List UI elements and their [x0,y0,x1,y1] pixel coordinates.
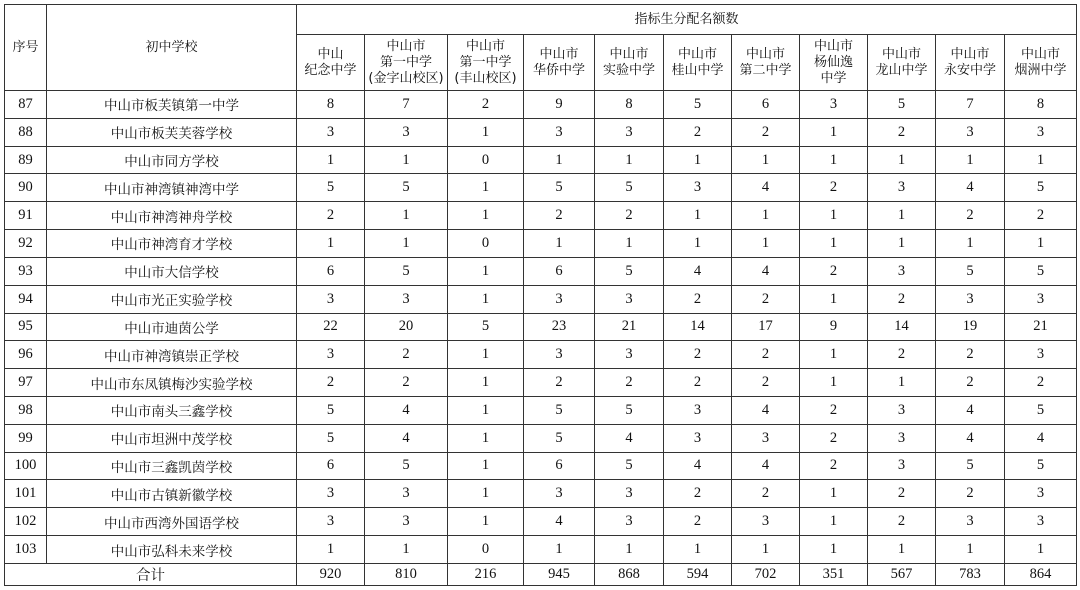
school-cell: 中山市南头三鑫学校 [47,396,297,424]
total-cell: 702 [732,564,800,586]
school-cell: 中山市弘科未来学校 [47,536,297,564]
quota-cell: 14 [868,313,936,341]
table-row [5,480,1077,508]
quota-cell: 1 [800,285,868,313]
column-header: 中山市 实验中学 [595,35,664,91]
total-cell: 945 [524,564,595,586]
quota-cell: 3 [732,508,800,536]
quota-cell: 9 [524,91,595,119]
quota-cell: 2 [868,480,936,508]
quota-cell: 3 [868,257,936,285]
quota-cell: 1 [524,146,595,174]
quota-cell: 3 [595,118,664,146]
table-row [5,424,1077,452]
total-cell: 920 [297,564,365,586]
quota-cell: 3 [1005,118,1077,146]
quota-cell: 3 [868,424,936,452]
quota-cell: 5 [365,452,448,480]
quota-cell: 4 [365,424,448,452]
table-row [5,285,1077,313]
table-row [5,536,1077,564]
quota-cell: 1 [800,536,868,564]
quota-cell: 1 [595,230,664,258]
quota-cell: 1 [868,230,936,258]
seq-cell: 96 [5,341,47,369]
quota-cell: 3 [800,91,868,119]
seq-cell: 98 [5,396,47,424]
quota-cell: 2 [1005,202,1077,230]
quota-cell: 1 [936,536,1005,564]
quota-cell: 3 [732,424,800,452]
quota-cell: 5 [595,257,664,285]
table-row [5,508,1077,536]
quota-cell: 7 [936,91,1005,119]
quota-cell: 3 [524,118,595,146]
quota-cell: 5 [365,174,448,202]
school-cell: 中山市板芙芙蓉学校 [47,118,297,146]
table-row [5,452,1077,480]
table-row [5,257,1077,285]
quota-cell: 1 [800,341,868,369]
school-cell: 中山市三鑫凯茵学校 [47,452,297,480]
quota-cell: 21 [1005,313,1077,341]
quota-cell: 1 [448,341,524,369]
quota-cell: 1 [595,536,664,564]
quota-cell: 3 [1005,480,1077,508]
column-header: 中山市 龙山中学 [868,35,936,91]
quota-cell: 6 [524,257,595,285]
quota-cell: 1 [448,480,524,508]
seq-cell: 90 [5,174,47,202]
quota-cell: 4 [732,396,800,424]
quota-cell: 1 [732,536,800,564]
quota-cell: 3 [868,396,936,424]
quota-cell: 0 [448,146,524,174]
quota-cell: 2 [524,202,595,230]
school-cell: 中山市神湾育才学校 [47,230,297,258]
quota-cell: 8 [595,91,664,119]
seq-cell: 97 [5,369,47,397]
quota-cell: 4 [365,396,448,424]
quota-cell: 20 [365,313,448,341]
quota-cell: 2 [365,341,448,369]
quota-cell: 5 [365,257,448,285]
column-header: 中山市 第二中学 [732,35,800,91]
total-label: 合计 [5,564,297,586]
table-row [5,118,1077,146]
quota-cell: 1 [448,424,524,452]
quota-cell: 3 [297,480,365,508]
quota-cell: 5 [297,396,365,424]
quota-cell: 2 [800,452,868,480]
table-row [5,313,1077,341]
quota-cell: 3 [595,480,664,508]
quota-cell: 1 [448,285,524,313]
quota-cell: 1 [595,146,664,174]
table-row [5,91,1077,119]
school-cell: 中山市大信学校 [47,257,297,285]
quota-cell: 2 [800,257,868,285]
seq-cell: 93 [5,257,47,285]
quota-cell: 5 [1005,396,1077,424]
quota-cell: 1 [664,202,732,230]
total-cell: 864 [1005,564,1077,586]
seq-cell: 89 [5,146,47,174]
quota-cell: 4 [732,174,800,202]
quota-cell: 3 [1005,285,1077,313]
table-body [5,91,1077,564]
total-cell: 810 [365,564,448,586]
quota-cell: 5 [936,452,1005,480]
school-cell: 中山市同方学校 [47,146,297,174]
quota-cell: 5 [1005,257,1077,285]
quota-cell: 1 [868,146,936,174]
quota-cell: 1 [664,536,732,564]
quota-cell: 0 [448,230,524,258]
quota-cell: 2 [664,118,732,146]
quota-cell: 2 [868,118,936,146]
quota-cell: 4 [732,257,800,285]
quota-cell: 2 [595,369,664,397]
quota-cell: 6 [297,452,365,480]
quota-cell: 1 [800,146,868,174]
quota-cell: 2 [936,369,1005,397]
seq-cell: 92 [5,230,47,258]
quota-cell: 8 [297,91,365,119]
quota-cell: 1 [664,230,732,258]
quota-cell: 2 [595,202,664,230]
group-header: 指标生分配名额数 [297,5,1077,35]
seq-cell: 94 [5,285,47,313]
quota-cell: 3 [936,118,1005,146]
quota-cell: 1 [524,536,595,564]
quota-cell: 2 [868,508,936,536]
quota-cell: 4 [936,396,1005,424]
school-cell: 中山市坦洲中茂学校 [47,424,297,452]
quota-cell: 2 [524,369,595,397]
quota-cell: 2 [800,424,868,452]
quota-cell: 1 [448,202,524,230]
seq-cell: 88 [5,118,47,146]
quota-cell: 3 [297,285,365,313]
quota-cell: 3 [936,285,1005,313]
quota-cell: 1 [448,396,524,424]
quota-cell: 1 [868,536,936,564]
quota-cell: 1 [448,369,524,397]
quota-cell: 3 [868,452,936,480]
quota-cell: 2 [868,285,936,313]
quota-cell: 2 [1005,369,1077,397]
quota-cell: 5 [524,174,595,202]
school-cell: 中山市东凤镇梅沙实验学校 [47,369,297,397]
quota-cell: 2 [732,369,800,397]
quota-cell: 5 [595,396,664,424]
quota-cell: 4 [664,257,732,285]
quota-cell: 4 [524,508,595,536]
quota-cell: 7 [365,91,448,119]
quota-cell: 1 [732,146,800,174]
quota-cell: 3 [936,508,1005,536]
quota-cell: 5 [595,174,664,202]
quota-cell: 1 [365,146,448,174]
quota-cell: 2 [732,480,800,508]
quota-cell: 22 [297,313,365,341]
school-cell: 中山市神湾镇神湾中学 [47,174,297,202]
quota-cell: 5 [448,313,524,341]
quota-cell: 3 [365,480,448,508]
total-cell: 567 [868,564,936,586]
quota-cell: 2 [732,341,800,369]
table-row [5,202,1077,230]
quota-cell: 2 [868,341,936,369]
quota-cell: 2 [664,480,732,508]
quota-cell: 2 [936,341,1005,369]
school-cell: 中山市神湾镇崇正学校 [47,341,297,369]
quota-cell: 1 [664,146,732,174]
quota-cell: 1 [732,202,800,230]
quota-cell: 21 [595,313,664,341]
seq-cell: 101 [5,480,47,508]
quota-cell: 2 [800,174,868,202]
seq-cell: 100 [5,452,47,480]
quota-cell: 6 [297,257,365,285]
school-cell: 中山市迪茵公学 [47,313,297,341]
quota-cell: 1 [1005,146,1077,174]
quota-cell: 1 [297,146,365,174]
column-header: 中山市 桂山中学 [664,35,732,91]
quota-cell: 1 [365,202,448,230]
table-row [5,369,1077,397]
quota-cell: 0 [448,536,524,564]
quota-cell: 4 [936,174,1005,202]
quota-cell: 3 [595,341,664,369]
total-cell: 783 [936,564,1005,586]
quota-cell: 1 [524,230,595,258]
quota-cell: 5 [936,257,1005,285]
quota-cell: 4 [1005,424,1077,452]
quota-cell: 3 [664,424,732,452]
quota-cell: 2 [732,118,800,146]
total-cell: 351 [800,564,868,586]
seq-cell: 87 [5,91,47,119]
quota-cell: 9 [800,313,868,341]
quota-cell: 3 [524,285,595,313]
quota-cell: 1 [448,118,524,146]
total-cell: 216 [448,564,524,586]
column-header: 中山市 华侨中学 [524,35,595,91]
column-header: 中山市 第一中学 (丰山校区) [448,35,524,91]
quota-cell: 3 [365,508,448,536]
column-header: 中山市 烟洲中学 [1005,35,1077,91]
quota-cell: 2 [936,202,1005,230]
quota-cell: 2 [936,480,1005,508]
quota-cell: 1 [448,452,524,480]
school-cell: 中山市西湾外国语学校 [47,508,297,536]
school-cell: 中山市光正实验学校 [47,285,297,313]
quota-cell: 3 [664,396,732,424]
seq-cell: 95 [5,313,47,341]
quota-cell: 2 [800,396,868,424]
total-cell: 594 [664,564,732,586]
quota-cell: 3 [297,341,365,369]
quota-cell: 5 [664,91,732,119]
quota-cell: 1 [448,257,524,285]
quota-cell: 3 [595,508,664,536]
quota-cell: 3 [1005,508,1077,536]
quota-cell: 19 [936,313,1005,341]
seq-cell: 91 [5,202,47,230]
quota-cell: 5 [868,91,936,119]
quota-cell: 1 [868,202,936,230]
quota-cell: 2 [297,202,365,230]
quota-table [4,4,1077,586]
quota-cell: 2 [365,369,448,397]
quota-cell: 17 [732,313,800,341]
quota-cell: 2 [664,508,732,536]
seq-cell: 102 [5,508,47,536]
quota-cell: 2 [664,285,732,313]
quota-cell: 1 [868,369,936,397]
quota-cell: 1 [800,369,868,397]
quota-cell: 1 [1005,536,1077,564]
quota-cell: 23 [524,313,595,341]
quota-cell: 1 [448,508,524,536]
quota-cell: 3 [297,118,365,146]
quota-cell: 4 [936,424,1005,452]
quota-cell: 1 [800,118,868,146]
quota-cell: 3 [297,508,365,536]
quota-cell: 3 [365,118,448,146]
table-row [5,396,1077,424]
quota-cell: 1 [365,536,448,564]
quota-cell: 5 [524,396,595,424]
table-row [5,230,1077,258]
school-header: 初中学校 [47,5,297,91]
seq-cell: 99 [5,424,47,452]
quota-cell: 6 [732,91,800,119]
school-cell: 中山市神湾神舟学校 [47,202,297,230]
total-row [5,564,1077,586]
quota-cell: 14 [664,313,732,341]
quota-cell: 8 [1005,91,1077,119]
quota-cell: 1 [800,480,868,508]
quota-cell: 4 [595,424,664,452]
school-cell: 中山市板芙镇第一中学 [47,91,297,119]
quota-cell: 5 [297,424,365,452]
school-cell: 中山市古镇新徽学校 [47,480,297,508]
quota-cell: 1 [1005,230,1077,258]
quota-cell: 1 [365,230,448,258]
quota-cell: 2 [448,91,524,119]
quota-cell: 1 [732,230,800,258]
quota-cell: 4 [664,452,732,480]
column-header: 中山市 杨仙逸 中学 [800,35,868,91]
quota-cell: 1 [297,536,365,564]
quota-cell: 1 [297,230,365,258]
quota-cell: 3 [595,285,664,313]
quota-cell: 2 [297,369,365,397]
quota-cell: 5 [595,452,664,480]
total-cell: 868 [595,564,664,586]
quota-cell: 2 [732,285,800,313]
seq-header: 序号 [5,5,47,91]
quota-cell: 1 [448,174,524,202]
table-row [5,174,1077,202]
quota-cell: 2 [664,369,732,397]
quota-cell: 3 [1005,341,1077,369]
quota-cell: 3 [365,285,448,313]
quota-cell: 5 [1005,174,1077,202]
quota-cell: 5 [1005,452,1077,480]
quota-cell: 1 [800,230,868,258]
quota-cell: 5 [524,424,595,452]
column-header: 中山市 永安中学 [936,35,1005,91]
quota-cell: 4 [732,452,800,480]
quota-cell: 1 [936,230,1005,258]
quota-cell: 2 [664,341,732,369]
quota-cell: 6 [524,452,595,480]
quota-cell: 1 [800,202,868,230]
column-header: 中山市 第一中学 (金字山校区) [365,35,448,91]
quota-cell: 5 [297,174,365,202]
quota-cell: 3 [664,174,732,202]
column-header: 中山 纪念中学 [297,35,365,91]
quota-cell: 3 [524,341,595,369]
quota-cell: 3 [868,174,936,202]
quota-cell: 1 [800,508,868,536]
table-row [5,146,1077,174]
table-row [5,341,1077,369]
quota-cell: 3 [524,480,595,508]
quota-cell: 1 [936,146,1005,174]
seq-cell: 103 [5,536,47,564]
table-header [5,5,1077,91]
